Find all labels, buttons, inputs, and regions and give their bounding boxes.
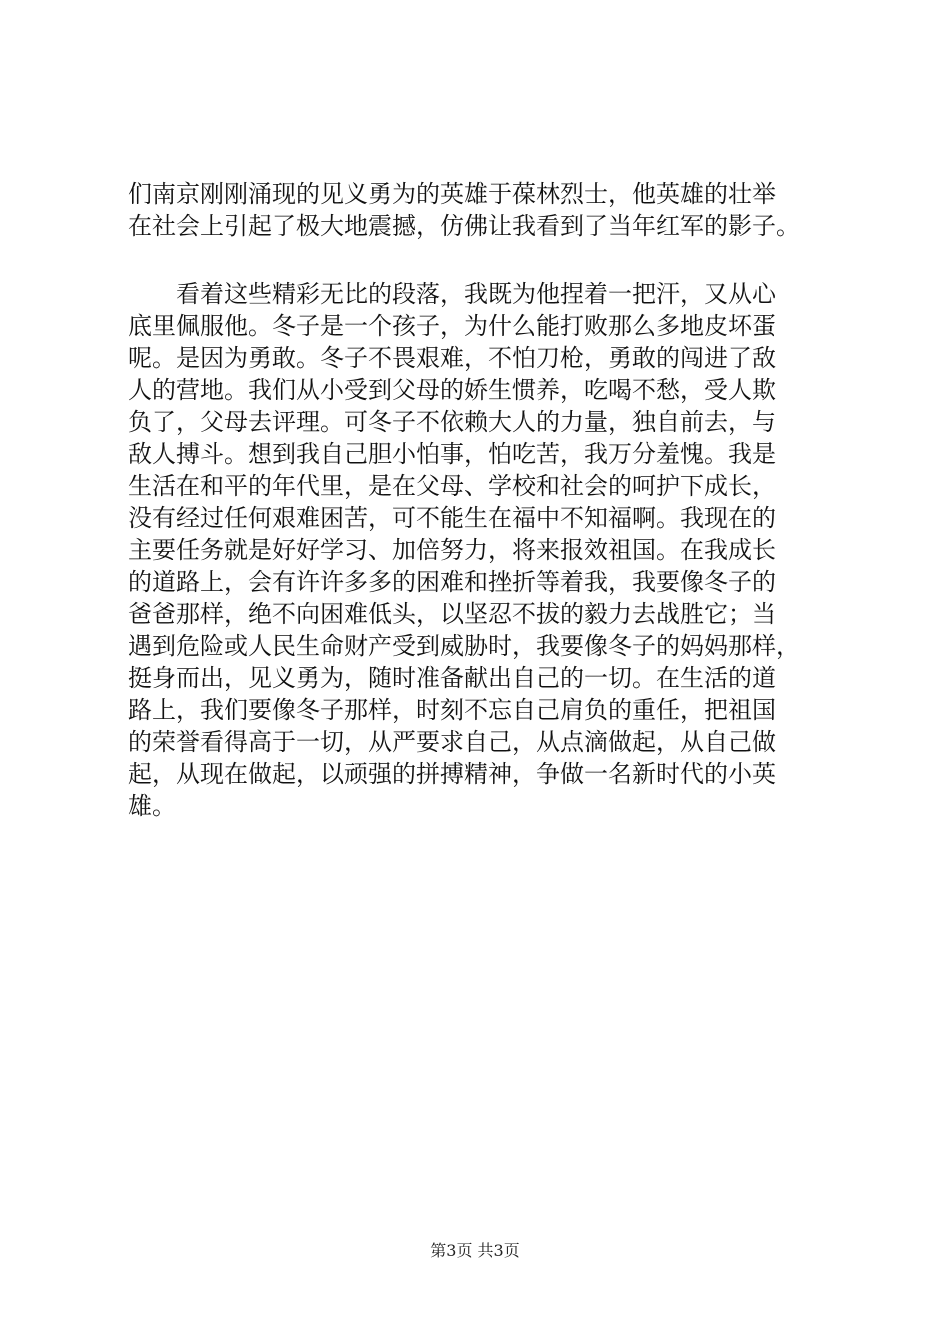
text-line: 们南京刚刚涌现的见义勇为的英雄于葆林烈士，他英雄的壮举 — [128, 180, 776, 208]
text-line: 路上，我们要像冬子那样，时刻不忘自己肩负的重任，把祖国 — [128, 696, 776, 724]
text-line: 呢。是因为勇敢。冬子不畏艰难，不怕刀枪，勇敢的闯进了敌 — [128, 344, 776, 372]
text-line: 的荣誉看得高于一切，从严要求自己，从点滴做起，从自己做 — [128, 728, 776, 756]
text-line: 看着这些精彩无比的段落，我既为他捏着一把汗，又从心 — [128, 280, 776, 308]
text-line: 生活在和平的年代里，是在父母、学校和社会的呵护下成长， — [128, 472, 776, 500]
paragraph-1 — [128, 178, 848, 242]
text-line: 底里佩服他。冬子是一个孩子，为什么能打败那么多地皮坏蛋 — [128, 312, 776, 340]
text-line: 人的营地。我们从小受到父母的娇生惯养，吃喝不愁，受人欺 — [128, 376, 776, 404]
text-line: 爸爸那样，绝不向困难低头，以坚忍不拔的毅力去战胜它；当 — [128, 600, 776, 628]
text-line: 在社会上引起了极大地震撼，仿佛让我看到了当年红军的影子。 — [128, 212, 800, 240]
text-line: 没有经过任何艰难困苦，可不能生在福中不知福啊。我现在的 — [128, 504, 776, 532]
text-line: 起，从现在做起，以顽强的拼搏精神，争做一名新时代的小英 — [128, 760, 776, 788]
text-line: 的道路上，会有许许多多的困难和挫折等着我，我要像冬子的 — [128, 568, 776, 596]
paragraph-2 — [128, 278, 848, 822]
text-line: 主要任务就是好好学习、加倍努力，将来报效祖国。在我成长 — [128, 536, 776, 564]
document-body — [128, 178, 848, 822]
text-line: 敌人搏斗。想到我自己胆小怕事，怕吃苦，我万分羞愧。我是 — [128, 440, 776, 468]
page-number-footer: 第3页 共3页 — [430, 1241, 520, 1260]
text-line: 负了，父母去评理。可冬子不依赖大人的力量，独自前去，与 — [128, 408, 776, 436]
paragraph-spacer — [128, 242, 848, 278]
text-line: 遇到危险或人民生命财产受到威胁时，我要像冬子的妈妈那样， — [128, 632, 800, 660]
text-line: 挺身而出，见义勇为，随时准备献出自己的一切。在生活的道 — [128, 664, 776, 692]
text-line: 雄。 — [128, 792, 176, 820]
